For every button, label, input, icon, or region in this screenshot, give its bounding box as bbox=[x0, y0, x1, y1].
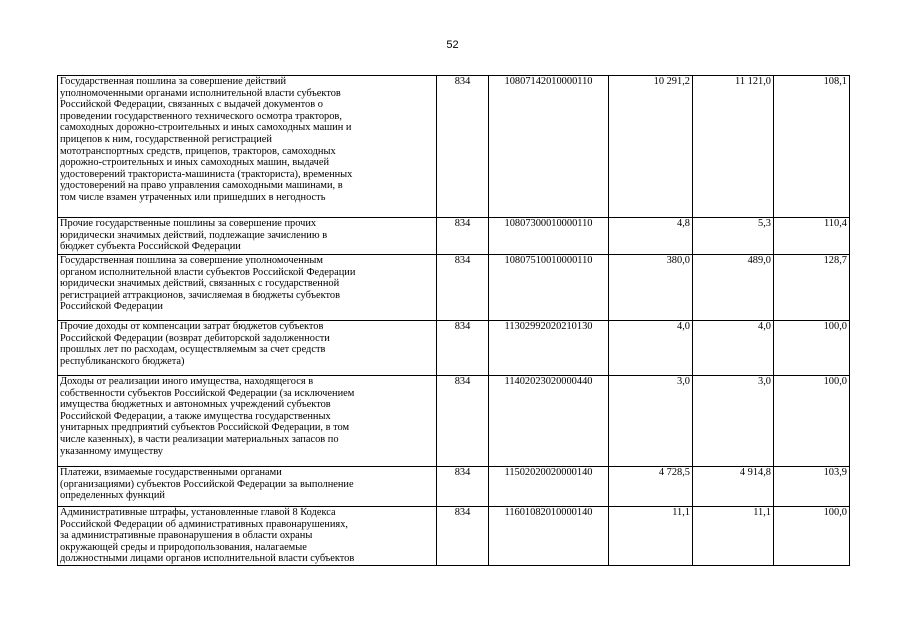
revenue-description-cell bbox=[58, 507, 437, 566]
description-line: юридически значимых действий, связанных с государственной bbox=[60, 278, 340, 290]
revenue-description-cell bbox=[58, 376, 437, 467]
budget-classification-code-cell: 11302992020210130 bbox=[489, 321, 609, 376]
revenue-description-cell bbox=[58, 467, 437, 507]
administrator-code-cell: 834 bbox=[437, 467, 489, 507]
description-line: имущества бюджетных и автономных учреждений субъектов bbox=[60, 399, 331, 411]
description-line: мототранспортных средств, прицепов, тракторов, самоходных bbox=[60, 145, 336, 157]
actual-amount-cell: 5,3 bbox=[693, 218, 774, 255]
budget-classification-code-cell: 10807142010000110 bbox=[489, 76, 609, 218]
description-line: Административные штрафы, установленные главой 8 Кодекса bbox=[60, 507, 336, 518]
actual-amount-cell: 4,0 bbox=[693, 321, 774, 376]
description-line: Прочие государственные пошлины за совершение прочих bbox=[60, 218, 317, 229]
table-row bbox=[58, 255, 850, 321]
description-line: прошлых лет по расходам, осуществляемым за счет средств bbox=[60, 344, 326, 356]
administrator-code-cell: 834 bbox=[437, 507, 489, 566]
table-row bbox=[58, 218, 850, 255]
description-line: Российской Федерации, связанных с выдачей документов о bbox=[60, 99, 323, 111]
description-line: органом исполнительной власти субъектов Российской Федерации bbox=[60, 266, 356, 278]
budget-classification-code-cell: 10807510010000110 bbox=[489, 255, 609, 321]
revenue-description-cell bbox=[58, 76, 437, 218]
percent-execution-cell: 108,1 bbox=[774, 76, 850, 218]
percent-execution-cell: 103,9 bbox=[774, 467, 850, 507]
description-line: Российской Федерации, а также имущества государственных bbox=[60, 410, 331, 422]
revenue-table bbox=[57, 75, 850, 566]
description-line: Российской Федерации bbox=[60, 301, 163, 313]
description-line: том числе взамен утраченных или пришедших в негодность bbox=[60, 191, 326, 203]
budget-classification-code-cell: 11502020020000140 bbox=[489, 467, 609, 507]
table-row bbox=[58, 467, 850, 507]
description-line: за административные правонарушения в области охраны bbox=[60, 530, 313, 542]
revenue-description-cell bbox=[58, 321, 437, 376]
description-line: Российской Федерации об административных правонарушениях, bbox=[60, 518, 348, 530]
description-line: дорожно-строительных и иных самоходных машин, выдачей bbox=[60, 157, 330, 169]
percent-execution-cell: 100,0 bbox=[774, 507, 850, 566]
description-line: Российской Федерации (возврат дебиторской задолженности bbox=[60, 332, 330, 344]
plan-amount-cell: 10 291,2 bbox=[609, 76, 693, 218]
administrator-code-cell: 834 bbox=[437, 76, 489, 218]
description-line: должностными лицами органов исполнительной власти субъектов bbox=[60, 553, 355, 565]
plan-amount-cell: 4 728,5 bbox=[609, 467, 693, 507]
description-line: самоходных дорожно-строительных и иных самоходных машин и bbox=[60, 122, 352, 134]
administrator-code-cell: 834 bbox=[437, 218, 489, 255]
plan-amount-cell: 380,0 bbox=[609, 255, 693, 321]
description-line: Государственная пошлина за совершение уполномоченным bbox=[60, 255, 323, 266]
actual-amount-cell: 489,0 bbox=[693, 255, 774, 321]
description-line: унитарных предприятий субъектов Российской Федерации, в том bbox=[60, 422, 350, 434]
table-row bbox=[58, 376, 850, 467]
revenue-description-cell bbox=[58, 218, 437, 255]
description-line: определенных функций bbox=[60, 490, 165, 502]
description-line: окружающей среды и природопользования, налагаемые bbox=[60, 541, 307, 553]
description-line: уполномоченными органами исполнительной власти субъектов bbox=[60, 87, 341, 99]
plan-amount-cell: 4,0 bbox=[609, 321, 693, 376]
actual-amount-cell: 11 121,0 bbox=[693, 76, 774, 218]
description-line: удостоверений тракториста-машиниста (тракториста), временных bbox=[60, 168, 353, 180]
page-number: 52 bbox=[446, 39, 459, 51]
description-line: Государственная пошлина за совершение действий bbox=[60, 76, 287, 87]
plan-amount-cell: 3,0 bbox=[609, 376, 693, 467]
description-line: указанному имуществу bbox=[60, 445, 164, 457]
description-line: республиканского бюджета) bbox=[60, 355, 185, 367]
table-row bbox=[58, 76, 850, 218]
table-row bbox=[58, 321, 850, 376]
description-line: собственности субъектов Российской Федерации (за исключением bbox=[60, 387, 355, 399]
budget-classification-code-cell: 11402023020000440 bbox=[489, 376, 609, 467]
description-line: Платежи, взимаемые государственными органами bbox=[60, 467, 282, 478]
revenue-description-cell bbox=[58, 255, 437, 321]
percent-execution-cell: 110,4 bbox=[774, 218, 850, 255]
description-line: Доходы от реализации иного имущества, находящегося в bbox=[60, 376, 314, 387]
actual-amount-cell: 3,0 bbox=[693, 376, 774, 467]
description-line: удостоверений на право управления самоходными машинами, в bbox=[60, 180, 343, 192]
actual-amount-cell: 11,1 bbox=[693, 507, 774, 566]
description-line: (организациями) субъектов Российской Федерации за выполнение bbox=[60, 478, 354, 490]
description-line: юридически значимых действий, подлежащие зачислению в bbox=[60, 229, 328, 241]
plan-amount-cell: 11,1 bbox=[609, 507, 693, 566]
description-line: проведении государственного технического осмотра тракторов, bbox=[60, 110, 342, 122]
description-line: бюджет субъекта Российской Федерации bbox=[60, 241, 241, 253]
actual-amount-cell: 4 914,8 bbox=[693, 467, 774, 507]
percent-execution-cell: 100,0 bbox=[774, 321, 850, 376]
table-row bbox=[58, 507, 850, 566]
percent-execution-cell: 128,7 bbox=[774, 255, 850, 321]
description-line: Прочие доходы от компенсации затрат бюджетов субъектов bbox=[60, 321, 324, 332]
budget-classification-code-cell: 10807300010000110 bbox=[489, 218, 609, 255]
description-line: прицепов к ним, государственной регистрацией bbox=[60, 133, 272, 145]
description-line: числе казенных), в части реализации материальных запасов по bbox=[60, 433, 339, 445]
percent-execution-cell: 100,0 bbox=[774, 376, 850, 467]
plan-amount-cell: 4,8 bbox=[609, 218, 693, 255]
administrator-code-cell: 834 bbox=[437, 321, 489, 376]
description-line: регистрацией аттракционов, зачисляемая в бюджеты субъектов bbox=[60, 289, 341, 301]
administrator-code-cell: 834 bbox=[437, 376, 489, 467]
budget-classification-code-cell: 11601082010000140 bbox=[489, 507, 609, 566]
administrator-code-cell: 834 bbox=[437, 255, 489, 321]
